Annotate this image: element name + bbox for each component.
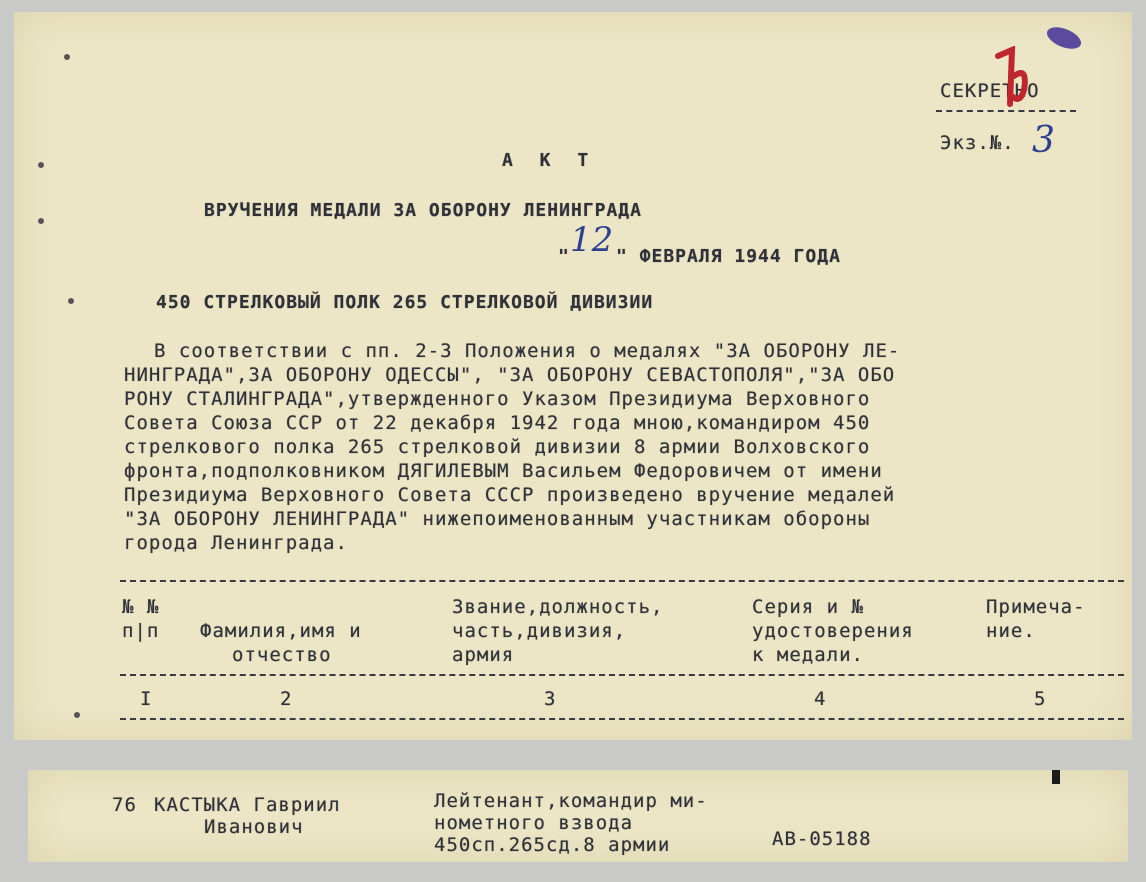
header-col5-line1: Примеча- (986, 596, 1086, 618)
header-col4-line2: удостоверения (752, 620, 914, 642)
header-col5-line2: ние. (986, 620, 1036, 642)
body-line: Президиума Верховного Совета СССР произведено вручение медалей (124, 484, 896, 506)
body-line: фронта,подполковником ДЯГИЛЕВЫМ Васильем Федоровичем от имени (124, 460, 883, 482)
copy-label: Экз.№. (940, 132, 1015, 154)
date-open-quote: " (558, 246, 570, 267)
date-rest: " ФЕВРАЛЯ 1944 ГОДА (616, 246, 841, 267)
scan-edge-mark (1052, 770, 1060, 784)
unit-line: 450 СТРЕЛКОВЫЙ ПОЛК 265 СТРЕЛКОВОЙ ДИВИЗИИ (156, 292, 654, 313)
document-subtitle: ВРУЧЕНИЯ МЕДАЛИ ЗА ОБОРОНУ ЛЕНИНГРАДА (204, 200, 642, 221)
body-line: НИНГРАДА",ЗА ОБОРОНУ ОДЕССЫ", "ЗА ОБОРОНУ СЕВАСТОПОЛЯ","ЗА ОБО (124, 364, 896, 386)
column-number: 4 (814, 688, 827, 710)
red-pencil-mark (990, 46, 1036, 112)
entry-patronymic: Иванович (204, 816, 304, 838)
margin-mark (74, 712, 80, 718)
violet-ink-blot (1042, 18, 1086, 52)
entry-number: 76 (112, 794, 137, 816)
column-number: 3 (544, 688, 557, 710)
secret-label: СЕКРЕТНО (940, 80, 1040, 102)
document-title: А К Т (502, 150, 597, 171)
entry-surname-first: КАСТЫКА Гавриил (154, 794, 341, 816)
margin-mark (68, 298, 74, 304)
entry-rank-line2: нометного взвода (434, 812, 634, 834)
margin-mark (64, 54, 70, 60)
table-rule-bottom (120, 718, 1124, 720)
header-col4-line3: к медали. (752, 644, 864, 666)
header-col3-line3: армия (452, 644, 515, 666)
date-day-handwritten: 12 (570, 220, 614, 260)
table-rule-top (120, 580, 1124, 582)
body-line: В соответствии с пп. 2-3 Положения о медалях "ЗА ОБОРОНУ ЛЕ- (154, 340, 901, 362)
document-sheet-top (14, 12, 1132, 740)
entry-rank-line3: 450сп.265сд.8 армии (434, 834, 671, 856)
column-number: 5 (1034, 688, 1047, 710)
margin-mark (38, 218, 44, 224)
column-number: 2 (280, 688, 293, 710)
margin-mark (38, 162, 44, 168)
header-col3-line2: часть,дивизия, (452, 620, 627, 642)
copy-number-handwritten: 3 (1032, 120, 1055, 161)
body-line: города Ленинграда. (124, 532, 348, 554)
column-number: I (140, 688, 153, 710)
entry-certificate: АВ-05188 (772, 828, 872, 850)
body-line: "ЗА ОБОРОНУ ЛЕНИНГРАДА" нижепоименованным участникам обороны (124, 508, 871, 530)
header-col4-line1: Серия и № (752, 596, 864, 618)
table-rule-middle (120, 674, 1124, 676)
header-col2-line1: Фамилия,имя и (200, 620, 362, 642)
body-line: РОНУ СТАЛИНГРАДА",утвержденного Указом Президиума Верховного (124, 388, 871, 410)
entry-rank-line1: Лейтенант,командир ми- (434, 790, 708, 812)
header-col1-line2: п|п (122, 620, 160, 642)
body-line: Совета Союза ССР от 22 декабря 1942 года мною,командиром 450 (124, 412, 871, 434)
header-col1-line1: № № (122, 596, 160, 618)
body-line: стрелкового полка 265 стрелковой дивизии 8 армии Волховского (124, 436, 871, 458)
header-col2-line2: отчество (232, 644, 332, 666)
document-sheet-entry (28, 770, 1128, 862)
header-col3-line1: Звание,должность, (452, 596, 664, 618)
